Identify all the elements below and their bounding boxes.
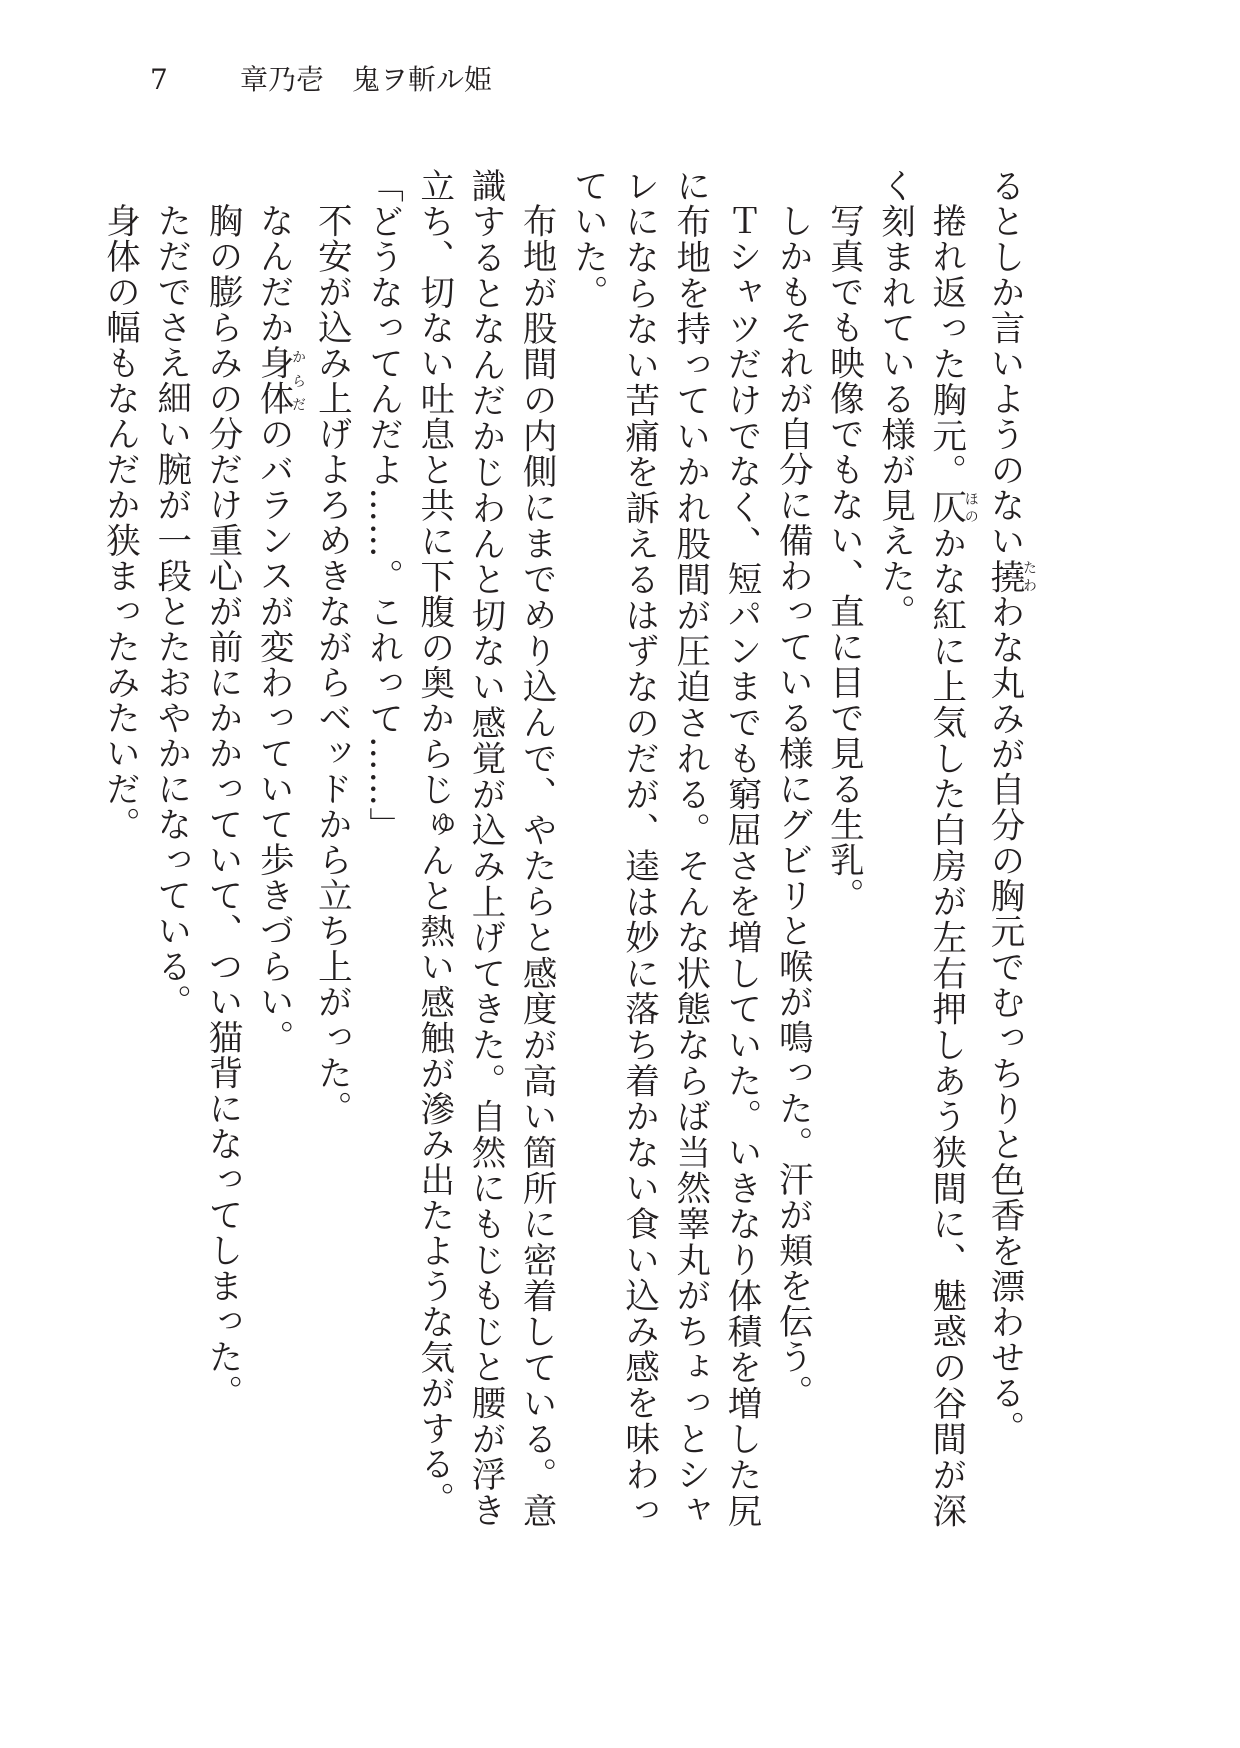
ruby-reading: からだ (290, 344, 307, 416)
ruby-base: 仄 (925, 489, 966, 526)
paragraph (978, 168, 1036, 1528)
page-number: 7 (150, 63, 168, 96)
text-run: 写真でも映像でもない、直に目で見る生乳。 (823, 202, 864, 913)
ruby-base: 身体 (253, 344, 294, 416)
ruby-reading: たわ (1021, 558, 1037, 594)
text-run: 捲れ返った胸元。 (925, 202, 966, 490)
paragraph (305, 168, 356, 1528)
paragraph (868, 168, 977, 1528)
paragraph (561, 168, 766, 1528)
ruby-annotation (253, 344, 307, 416)
text-run: 「どうなってんだよ……。これって……」 (362, 168, 403, 843)
ruby-base: 撓 (984, 558, 1024, 594)
text-run: 不安が込み上げよろめきながらベッドから立ち上がった。 (311, 202, 352, 1126)
text-run: なんだか (253, 202, 294, 345)
text-run: 身体の幅もなんだか狭まったみたいだ。 (99, 202, 140, 842)
text-run: しかもそれが自分に備わっている様にグビリと喉が鳴った。汗が頬を伝う。 (772, 202, 813, 1410)
text-run: 布地が股間の内側にまでめり込んで、やたらと感度が高い箇所に密着している。意識するとなんだかじわんと切ない感覚が込み上げてきた。自然にもじもじと腰が浮き立ち、切ない吐息と共に下腹の奥からじゅんと熱い感触が滲み出たような気がする。 (413, 168, 557, 1528)
ruby-annotation (984, 558, 1037, 595)
paragraph (93, 168, 144, 1528)
text-run: ただでさえ細い腕が一段とたおやかになっている。 (150, 202, 191, 1019)
paragraph (408, 168, 562, 1528)
paragraph (356, 168, 407, 1528)
paragraph (196, 168, 247, 1528)
ruby-annotation (925, 489, 979, 526)
body-text (99, 168, 1037, 1529)
text-run: わな丸みが自分の胸元でむっちりと色香を漂わせる。 (984, 594, 1024, 1446)
text-run: るとしか言いようのない (984, 168, 1024, 559)
text-run: のバランスが変わっていて歩きづらい。 (253, 415, 294, 1055)
text-run: 胸の膨らみの分だけ重心が前にかかっていて、つい猫背になってしまった。 (201, 202, 242, 1410)
paragraph (145, 168, 196, 1528)
paragraph (247, 168, 305, 1528)
text-run: かな紅に上気した白房が左右押しあう狭間に、魅惑の谷間が深く刻まれている様が見えた。 (874, 168, 966, 1529)
ruby-reading: ほの (962, 489, 979, 525)
paragraph (817, 168, 868, 1528)
text-run: Ｔシャツだけでなく、短パンまでも窮屈さを増していた。いきなり体積を増した尻に布地を持っていかれ股間が圧迫される。そんな状態ならば当然睾丸がちょっとシャレにならない苦痛を訴えるはずなのだが、逵は妙に落ち着かない食い込み感を味わっていた。 (567, 168, 761, 1528)
running-title: 章乃壱 鬼ヲ斬ル姫 (240, 63, 493, 96)
paragraph (766, 168, 817, 1528)
